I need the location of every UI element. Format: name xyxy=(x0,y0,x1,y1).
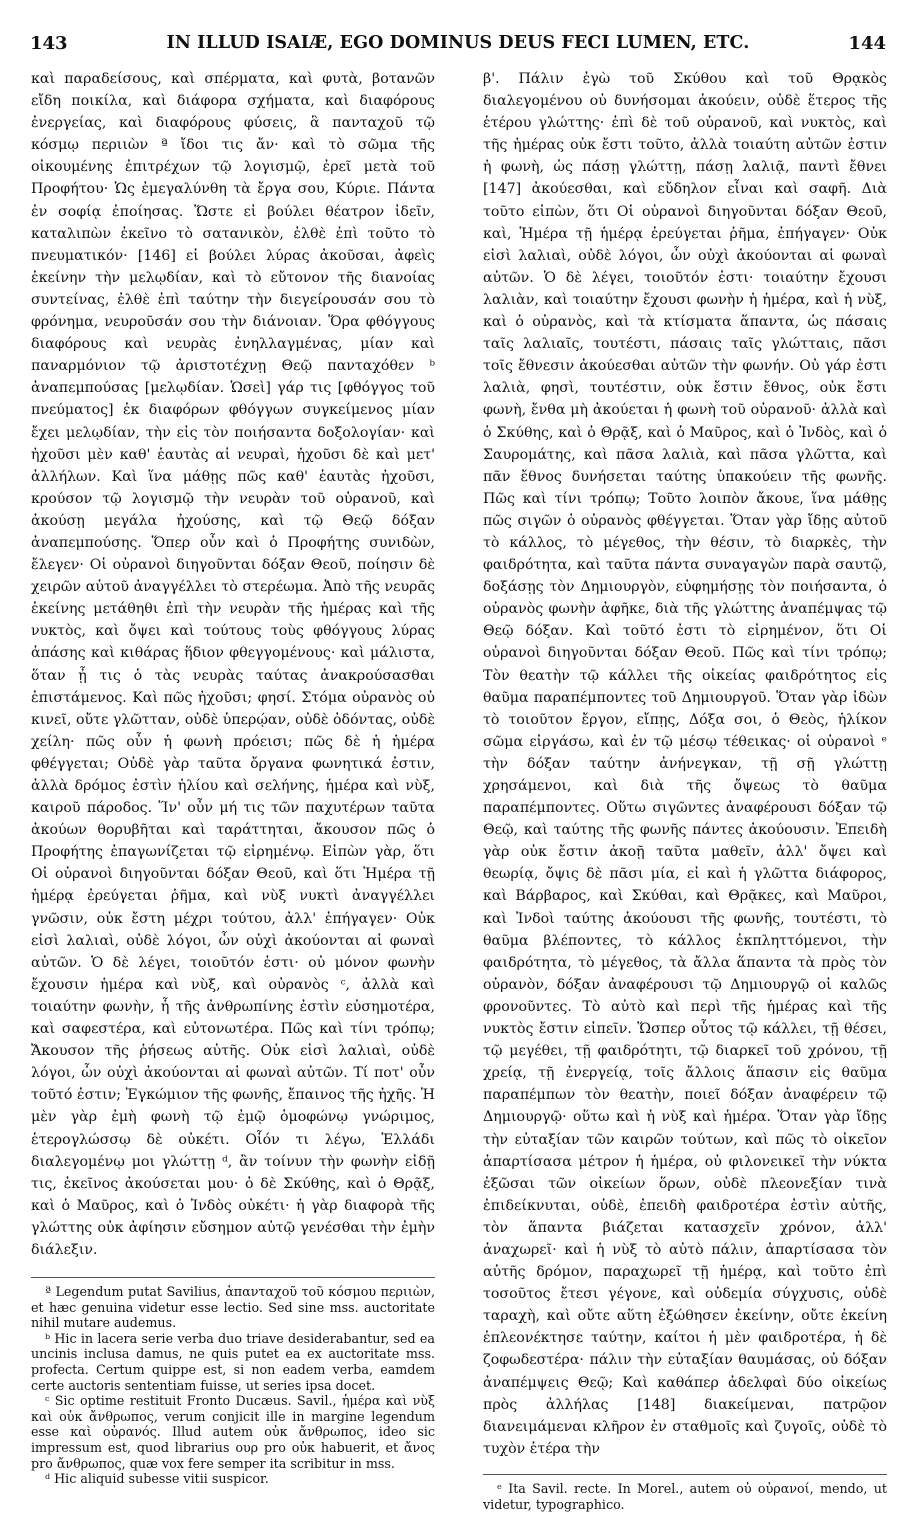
right-column xyxy=(483,68,887,1512)
page-number-right: 144 xyxy=(848,33,886,54)
footnote-e: ᵉ Ita Savil. recte. In Morel., autem οὐ οὐρανοί, mendo, ut videtur, typographico. xyxy=(483,1480,887,1512)
page-number-left: 143 xyxy=(30,33,68,54)
left-body-text: καὶ παραδείσους, καὶ σπέρματα, καὶ φυτὰ, βοτανῶν εἴδη ποικίλα, καὶ διάφορα σχήματα, καὶ διαφόρους ἐνεργείας, καὶ διαφόρους φύσεις, ἃ πανταχοῦ τῷ κόσμῳ περιιὼν ª ἴδοι τις ἄν· καὶ τὸ σῶμα τῆς οἰκουμένης ἐπιτρέχων τῷ λογισμῷ, ἐρεῖ μετὰ τοῦ Προφήτου· Ὡς ἐμεγαλύνθη τὰ ἔργα σου, Κύριε. Πάντα ἐν σοφίᾳ ἐποίησας. Ὥστε εἰ βούλει θέατρον ἰδεῖν, καταλιπὼν ἐκεῖνο τὸ σατανικὸν, ἐλθὲ ἐπὶ τοῦτο τὸ πνευματικόν· [146] εἰ βούλει λύρας ἀκοῦσαι, ἀφεὶς ἐκείνην τὴν μελῳδίαν, καὶ τὸ εὔτονον τῆς διανοίας συντείνας, ἐλθὲ ἐπὶ ταύτην τὴν διεγείρουσάν σου τὸ φρόνημα, νευροῦσάν σου τὴν διάνοιαν. Ὅρα φθόγγους διαφόρους καὶ νευρὰς ἐνηλλαγμένας, μίαν καὶ παναρμόνιον τῷ ἀριστοτέχνῃ Θεῷ πανταχόθεν ᵇ ἀναπεμπούσας [μελῳδίαν. Ὡσεὶ] γάρ τις [φθόγγος τοῦ πνεύματος] ἐκ διαφόρων φθόγγων συγκείμενος μίαν ἔχει μελῳδίαν, τὴν εἰς τὸν ποιήσαντα δοξολογίαν· καὶ ἠχοῦσι μὲν καθ' ἑαυτὰς αἱ νευραὶ, ἠχοῦσι δὲ καὶ μετ' ἀλλήλων. Καὶ ἵνα μάθῃς πῶς καθ' ἑαυτὰς ἠχοῦσι, κρούσον τῷ λογισμῷ τὴν νευρὰν τοῦ οὐρανοῦ, καὶ ἀκούσῃ μεγάλα ἠχούσης, καὶ τῷ Θεῷ δόξαν ἀναπεμπούσης. Ὅπερ οὖν καὶ ὁ Προφήτης συνιδὼν, ἔλεγεν· Οἱ οὐρανοὶ διηγοῦνται δόξαν Θεοῦ, ποίησιν δὲ χειρῶν αὐτοῦ ἀναγγέλλει τὸ στερέωμα. Ἀπὸ τῆς νευρᾶς ἐκείνης μετάθηθι ἐπὶ τὴν νευρὰν τῆς ἡμέρας καὶ τῆς νυκτὸς, καὶ ὄψει καὶ τούτους τοὺς φθόγγους λύρας ἁπάσης καὶ κιθάρας ἥδιον φθεγγομένους· καὶ μάλιστα, ὅταν ᾖ τις ὁ τὰς νευρὰς ταύτας ἀνακρούσασθαι ἐπιστάμενος. Καὶ πῶς ἠχοῦσι; φησί. Στόμα οὐρανὸς οὐ κινεῖ, οὔτε γλῶτταν, οὐδὲ ὑπερῴαν, οὐδὲ ὀδόντας, οὐδὲ χείλη· πῶς οὖν ἡ φωνὴ πρόεισι; πῶς δὲ ἡ ἡμέρα φθέγγεται; Οὐδὲ γὰρ ταῦτα ὄργανα φωνητικά ἐστιν, ἀλλὰ δρόμος ἐστὶν ἡλίου καὶ σελήνης, ἡμέρα καὶ νὺξ, καιροῦ πάροδος. Ἵν' οὖν μή τις τῶν παχυτέρων ταῦτα ἀκούων θορυβῆται καὶ ταράττηται, ἄκουσον πῶς ὁ Προφήτης ἐπαγωνίζεται τῷ εἰρημένῳ. Εἰπὼν γὰρ, ὅτι Οἱ οὐρανοὶ διηγοῦνται δόξαν Θεοῦ, καὶ ὅτι Ἡμέρα τῇ ἡμέρᾳ ἐρεύγεται ῥῆμα, καὶ νὺξ νυκτὶ ἀναγγέλλει γνῶσιν, οὐκ ἔστη μέχρι τούτου, ἀλλ' ἐπήγαγεν· Οὐκ εἰσὶ λαλιαὶ, οὐδὲ λόγοι, ὧν οὐχὶ ἀκούονται αἱ φωναὶ αὐτῶν. Ὁ δὲ λέγει, τοιοῦτόν ἐστι· οὐ μόνον φωνὴν ἔχουσιν ἡμέρα καὶ νὺξ, καὶ οὐρανὸς ᶜ, ἀλλὰ καὶ τοιαύτην φωνὴν, ἧ τῆς ἀνθρωπίνης ἐστὶν εὐσημοτέρα, καὶ σαφεστέρα, καὶ εὐτονωτέρα. Πῶς καὶ τίνι τρόπῳ; Ἄκουσον τῆς ῥήσεως αὐτῆς. Οὐκ εἰσὶ λαλιαὶ, οὐδὲ λόγοι, ὧν οὐχὶ ἀκούονται αἱ φωναὶ αὐτῶν. Τί ποτ' οὖν τοῦτό ἐστιν; Ἐγκώμιον τῆς φωνῆς, ἔπαινος τῆς ἠχῆς. Ἡ μὲν γὰρ ἐμὴ φωνὴ τῷ ἐμῷ ὁμοφώνῳ γνώριμος, ἑτερογλώσσῳ δὲ οὐκέτι. Οἷόν τι λέγω, Ἑλλάδι διαλεγομένῳ μοι γλώττῃ ᵈ, ἂν τοίνυν τὴν φωνὴν εἰδῇ τις, ἐκεῖνος ἀκούσεται μου· ὁ δὲ Σκύθης, καὶ ὁ Θρᾷξ, καὶ ὁ Μαῦρος, καὶ ὁ Ἰνδὸς οὐκέτι· ἡ γὰρ διαφορὰ τῆς γλώττης οὐκ ἀφίησιν εὔσημον αὐτῷ γενέσθαι τὴν ἐμὴν διάλεξιν. xyxy=(31,71,435,1258)
left-column xyxy=(31,68,435,1487)
footnote-c: ᶜ Sic optime restituit Fronto Ducæus. Savil., ἡμέρα καὶ νὺξ καὶ οὐκ ἄνθρωπος, verum conjicit ille in margine legendum esse καὶ οὐρανός. Illud autem οὐκ ἄνθρωπος, ideo sic impressum est, quod librarius ουρ pro οὐκ habuerit, et ἄνος pro ἄνθρωπος, quæ vox fere semper ita scribitur in mss. xyxy=(31,1393,435,1471)
right-footnotes xyxy=(483,1474,887,1512)
footnote-a: ª Legendum putat Savilius, ἁπανταχοῦ τοῦ κόσμου περιιὼν, et hæc genuina videtur esse lectio. Sed sine mss. auctoritate nihil mutare audemus. xyxy=(31,1284,435,1331)
running-title: IN ILLUD ISAIÆ, EGO DOMINUS DEUS FECI LUMEN, ETC. xyxy=(166,33,750,53)
footnote-b: ᵇ Hic in lacera serie verba duo triave desiderabantur, sed ea uncinis inclusa damus, ne quis putet ea ex auctoritate mss. profecta. Certum quippe est, si non eadem verba, eamdem certe auctoris sententiam fuisse, ut series ipsa docet. xyxy=(31,1330,435,1393)
right-body-text: β'. Πάλιν ἐγὼ τοῦ Σκύθου καὶ τοῦ Θρᾳκὸς διαλεγομένου οὐ δυνήσομαι ἀκούειν, οὐδὲ ἕτερος τῆς ἑτέρου γλώττης· ἐπὶ δὲ τοῦ οὐρανοῦ, καὶ νυκτὸς, καὶ τῆς ἡμέρας οὐκ ἔστι τοῦτο, ἀλλὰ τοιαύτη αὐτῶν ἐστιν ἡ φωνὴ, ὡς πάσῃ γλώττῃ, πάσῃ λαλιᾷ, παντὶ ἔθνει [147] ἀκούεσθαι, καὶ εὔδηλον εἶναι καὶ σαφῆ. Διὰ τοῦτο εἰπὼν, ὅτι Οἱ οὐρανοὶ διηγοῦνται δόξαν Θεοῦ, καὶ, Ἡμέρα τῇ ἡμέρᾳ ἐρεύγεται ῥῆμα, ἐπήγαγεν· Οὐκ εἰσὶ λαλιαὶ, οὐδὲ λόγοι, ὧν οὐχὶ ἀκούονται αἱ φωναὶ αὐτῶν. Ὁ δὲ λέγει, τοιοῦτόν ἐστι· τοιαύτην ἔχουσι λαλιὰν, καὶ τοιαύτην ἔχουσι φωνὴν ἡ ἡμέρα, καὶ ἡ νὺξ, καὶ ὁ οὐρανὸς, καὶ τὰ κτίσματα ἅπαντα, ὡς πάσαις ταῖς λαλιαῖς, τουτέστι, πάσαις ταῖς γλώτταις, πᾶσι τοῖς ἔθνεσιν ἀκούεσθαι αὐτῶν τὴν φωνήν. Οὐ γάρ ἐστι λαλιὰ, φησὶ, τουτέστιν, οὐκ ἔστιν ἔθνος, οὐκ ἔστι φωνὴ, ἔνθα μὴ ἀκούεται ἡ φωνὴ τοῦ οὐρανοῦ· ἀλλὰ καὶ ὁ Σκύθης, καὶ ὁ Θρᾷξ, καὶ ὁ Μαῦρος, καὶ ὁ Ἰνδὸς, καὶ ὁ Σαυρομάτης, καὶ πᾶσα λαλιὰ, καὶ πᾶσα γλῶττα, καὶ πᾶν ἔθνος δυνήσεται ταύτης ὑπακούειν τῆς φωνῆς. Πῶς καὶ τίνι τρόπῳ; Τοῦτο λοιπὸν ἄκουε, ἵνα μάθῃς πῶς σιγῶν ὁ οὐρανὸς φθέγγεται. Ὅταν γὰρ ἴδῃς αὐτοῦ τὸ κάλλος, τὸ μέγεθος, τὴν θέσιν, τὸ διαρκὲς, τὴν φαιδρότητα, καὶ ταῦτα πάντα συναγαγὼν παρὰ σαυτῷ, δοξάσῃς τὸν Δημιουργὸν, εὐφημήσῃς τὸν ποιήσαντα, ὁ οὐρανὸς φωνὴν ἀφῆκε, διὰ τῆς γλώττης ἀναπέμψας τῷ Θεῷ δόξαν. Καὶ τοῦτό ἐστι τὸ εἰρημένον, ὅτι Οἱ οὐρανοὶ διηγοῦνται δόξαν Θεοῦ. Πῶς καὶ τίνι τρόπῳ; Τὸν θεατὴν τῷ κάλλει τῆς οἰκείας φαιδρότητος εἰς θαῦμα παραπέμποντες τοῦ Δημιουργοῦ. Ὅταν γὰρ ἰδὼν τὸ τοιοῦτον ἔργον, εἴπῃς, Δόξα σοι, ὁ Θεὸς, ἡλίκον σῶμα εἰργάσω, καὶ ἐν τῷ μέσῳ τέθεικας· οἱ οὐρανοὶ ᵉ τὴν δόξαν ταύτην ἀνήνεγκαν, τῇ σῇ γλώττῃ χρησάμενοι, καὶ διὰ τῆς ὄψεως τὸ θαῦμα παραπέμποντες. Οὕτω σιγῶντες ἀναφέρουσι δόξαν τῷ Θεῷ, καὶ ταύτης τῆς φωνῆς πάντες ἀκούουσιν. Ἐπειδὴ γὰρ οὐκ ἔστιν ἀκοῇ ταῦτα μαθεῖν, ἀλλ' ὄψει καὶ θεωρίᾳ, ὄψις δὲ πᾶσι μία, εἰ καὶ ἡ γλῶττα διάφορος, καὶ Βάρβαρος, καὶ Σκύθαι, καὶ Θρᾷκες, καὶ Μαῦροι, καὶ Ἰνδοὶ ταύτης ἀκούουσι τῆς φωνῆς, τουτέστι, τὸ θαῦμα βλέποντες, τὸ κάλλος ἐκπληττόμενοι, τὴν φαιδρότητα, τὸ μέγεθος, τὰ ἄλλα ἅπαντα τὰ πρὸς τὸν οὐρανὸν, δόξαν ἀναφέρουσι τῷ Δημιουργῷ οἱ καλῶς φρονοῦντες. Τὸ αὐτὸ καὶ περὶ τῆς ἡμέρας καὶ τῆς νυκτὸς ἔστιν εἰπεῖν. Ὥσπερ οὗτος τῷ κάλλει, τῇ θέσει, τῷ μεγέθει, τῇ φαιδρότητι, τῷ διαρκεῖ τοῦ χρόνου, τῇ χρείᾳ, τῇ ἐνεργείᾳ, τοῖς ἄλλοις ἅπασιν εἰς θαῦμα παραπέμπων τὸν θεατὴν, ποιεῖ δόξαν ἀναφέρειν τῷ Δημιουργῷ· οὕτω καὶ ἡ νὺξ καὶ ἡμέρα. Ὅταν γὰρ ἴδῃς τὴν εὐταξίαν τῶν καιρῶν τούτων, καὶ πῶς τὸ οἰκεῖον ἀπαρτίσασα μέτρον ἡ ἡμέρα, οὐ φιλονεικεῖ τὴν νύκτα ἐξῶσαι τῶν οἰκείων ὅρων, οὐδὲ πλεονεξίαν τινὰ ἐπιδείκνυται, οὐδὲ, ἐπειδὴ φαιδροτέρα ἐστὶν αὐτῆς, τὸν ἅπαντα βιάζεται κατασχεῖν χρόνον, ἀλλ' ἀναχωρεῖ· καὶ ἡ νὺξ τὸ αὐτὸ πάλιν, ἀπαρτίσασα τὸν αὐτῆς δρόμον, παραχωρεῖ τῇ ἡμέρᾳ, καὶ τοῦτο ἐπὶ τοσοῦτος ἔτεσι γέγονε, καὶ οὐδεμία σύγχυσις, οὐδὲ ταραχὴ, καὶ οὔτε αὕτη ἐξώθησεν ἐκείνην, οὔτε ἐκείνη ἐπλεονέκτησε ταύτην, καίτοι ἡ μὲν φαιδροτέρα, ἡ δὲ ζοφωδεστέρα· πάλιν τὴν εὐταξίαν θαυμάσας, οὐ δόξαν ἀναπέμψεις Θεῷ; Καὶ καθάπερ ἀδελφαὶ δύο οἰκείως πρὸς ἀλλήλας [148] διακείμεναι, πατρῷον διανειμάμεναι κλῆρον ἐν σταθμοῖς καὶ ζυγοῖς, οὐδὲ τὸ τυχὸν ἑτέρα τὴν xyxy=(483,71,887,1457)
footnote-d: ᵈ Hic aliquid subesse vitii suspicor. xyxy=(45,1471,269,1487)
running-header xyxy=(30,33,886,61)
left-footnotes xyxy=(31,1277,435,1487)
